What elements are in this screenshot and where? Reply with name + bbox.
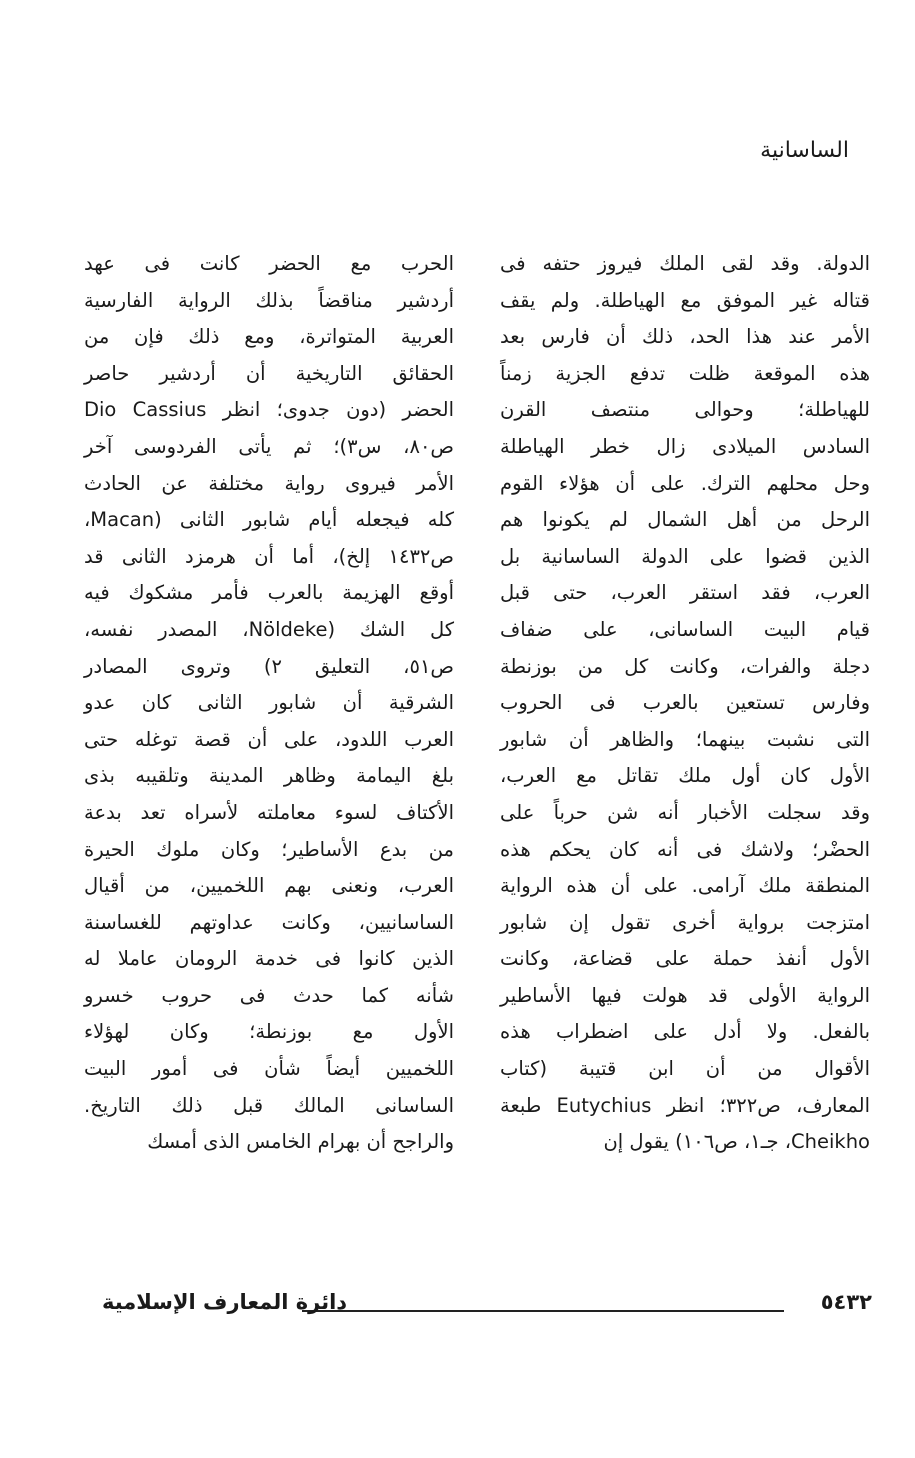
text-line: الأول أنفذ حملة على قضاعة، وكانت (500, 947, 870, 971)
text-line: بلغ اليمامة وظاهر المدينة وتلقيبه بذى (84, 764, 454, 788)
page-number: ٥٤٣٢ (820, 1290, 872, 1314)
text-line: الحضر (دون جدوى؛ انظر Dio Cassius (84, 398, 454, 422)
text-line: الأول مع بوزنطة؛ وكان لهؤلاء (84, 1020, 454, 1044)
text-line: Cheikho، جـ١، ص١٠٦) يقول إن (603, 1130, 870, 1154)
text-line: ص٨٠، س٣)؛ ثم يأتى الفردوسى آخر (84, 434, 454, 458)
page-footer (102, 1290, 872, 1330)
text-line: اللخميين أيضاً شأن فى أمور البيت (84, 1057, 454, 1081)
text-line: وقد سجلت الأخبار أنه شن حرباً على (500, 800, 870, 824)
text-line: ص٥١، التعليق ٢) وتروى المصادر (84, 654, 454, 678)
text-line: العرب اللدود، على أن قصة توغله حتى (84, 727, 454, 751)
footer-rule (302, 1310, 784, 1312)
text-line: الدولة. وقد لقى الملك فيروز حتفه فى (500, 252, 870, 275)
text-line: الساسانى المالك قبل ذلك التاريخ. (84, 1093, 454, 1117)
text-line: امتزجت برواية أخرى تقول إن شابور (500, 910, 870, 934)
right-text-column (500, 246, 870, 1161)
text-line: دجلة والفرات، وكانت كل من بوزنطة (500, 654, 870, 678)
text-line: العربية المتواترة، ومع ذلك فإن من (84, 325, 454, 349)
text-line: كل الشك (Nöldeke، المصدر نفسه، (84, 617, 455, 641)
text-line: أوقع الهزيمة بالعرب فأمر مشكوك فيه (84, 581, 454, 605)
text-line: الرحل من أهل الشمال لم يكونوا هم (500, 508, 870, 532)
left-text-column (84, 246, 454, 1161)
text-line: الحقائق التاريخية أن أردشير حاصر (84, 361, 454, 385)
text-line: ص١٤٣٢ إلخ)، أما أن هرمزد الثانى قد (84, 544, 454, 568)
text-line: الأقوال من أن ابن قتيبة (كتاب (500, 1057, 870, 1081)
text-line: هذه الموقعة ظلت تدفع الجزية زمناً (500, 361, 870, 385)
text-line: أردشير مناقضاً بذلك الرواية الفارسية (84, 288, 454, 312)
text-line: الأكتاف لسوء معاملته لأسراه تعد بدعة (84, 800, 454, 824)
text-line: الحرب مع الحضر كانت فى عهد (84, 252, 454, 275)
text-line: العرب، ونعنى بهم اللخميين، من أقيال (84, 874, 454, 898)
text-line: الرواية الأولى قد هولت فيها الأساطير (500, 983, 870, 1007)
text-line: الأول كان أول ملك تقاتل مع العرب، (500, 764, 870, 788)
text-line: من بدع الأساطير؛ وكان ملوك الحيرة (84, 837, 454, 861)
text-line: قيام البيت الساسانى، على ضفاف (500, 617, 870, 641)
text-line: وفارس تستعين بالعرب فى الحروب (500, 691, 870, 715)
text-line: الحضْر؛ ولاشك فى أنه كان يحكم هذه (500, 837, 870, 861)
text-line: الأمر عند هذا الحد، ذلك أن فارس بعد (500, 325, 870, 349)
text-line: الذين قضوا على الدولة الساسانية بل (500, 544, 870, 568)
text-line: المعارف، ص٣٢٢؛ انظر Eutychius طبعة (500, 1093, 870, 1117)
text-line: وحل محلهم الترك. على أن هؤلاء القوم (500, 471, 870, 495)
text-line: التى نشبت بينهما؛ والظاهر أن شابور (500, 727, 870, 751)
text-line: الساسانيين، وكانت عداوتهم للغساسنة (84, 910, 454, 934)
text-line: المنطقة ملك آرامى. على أن هذه الرواية (500, 874, 870, 898)
text-line: كله فيجعله أيام شابور الثانى (Macan، (84, 508, 454, 532)
text-line: قتاله غير الموفق مع الهياطلة. ولم يقف (500, 288, 870, 312)
text-line: والراجح أن بهرام الخامس الذى أمسك (147, 1130, 454, 1154)
text-line: الذين كانوا فى خدمة الرومان عاملا له (84, 947, 454, 971)
text-line: الأمر فيروى رواية مختلفة عن الحادث (84, 471, 454, 495)
running-head: الساسانية (760, 138, 849, 163)
text-line: شأنه كما حدث فى حروب خسرو (84, 983, 454, 1007)
text-line: للهياطلة؛ وحوالى منتصف القرن (500, 398, 870, 422)
footer-title: دائرة المعارف الإسلامية (102, 1290, 348, 1314)
text-line: السادس الميلادى زال خطر الهياطلة (500, 434, 870, 458)
text-line: الشرقية أن شابور الثانى كان عدو (84, 691, 454, 715)
text-line: بالفعل. ولا أدل على اضطراب هذه (500, 1020, 870, 1044)
text-line: العرب، فقد استقر العرب، حتى قبل (500, 581, 870, 605)
